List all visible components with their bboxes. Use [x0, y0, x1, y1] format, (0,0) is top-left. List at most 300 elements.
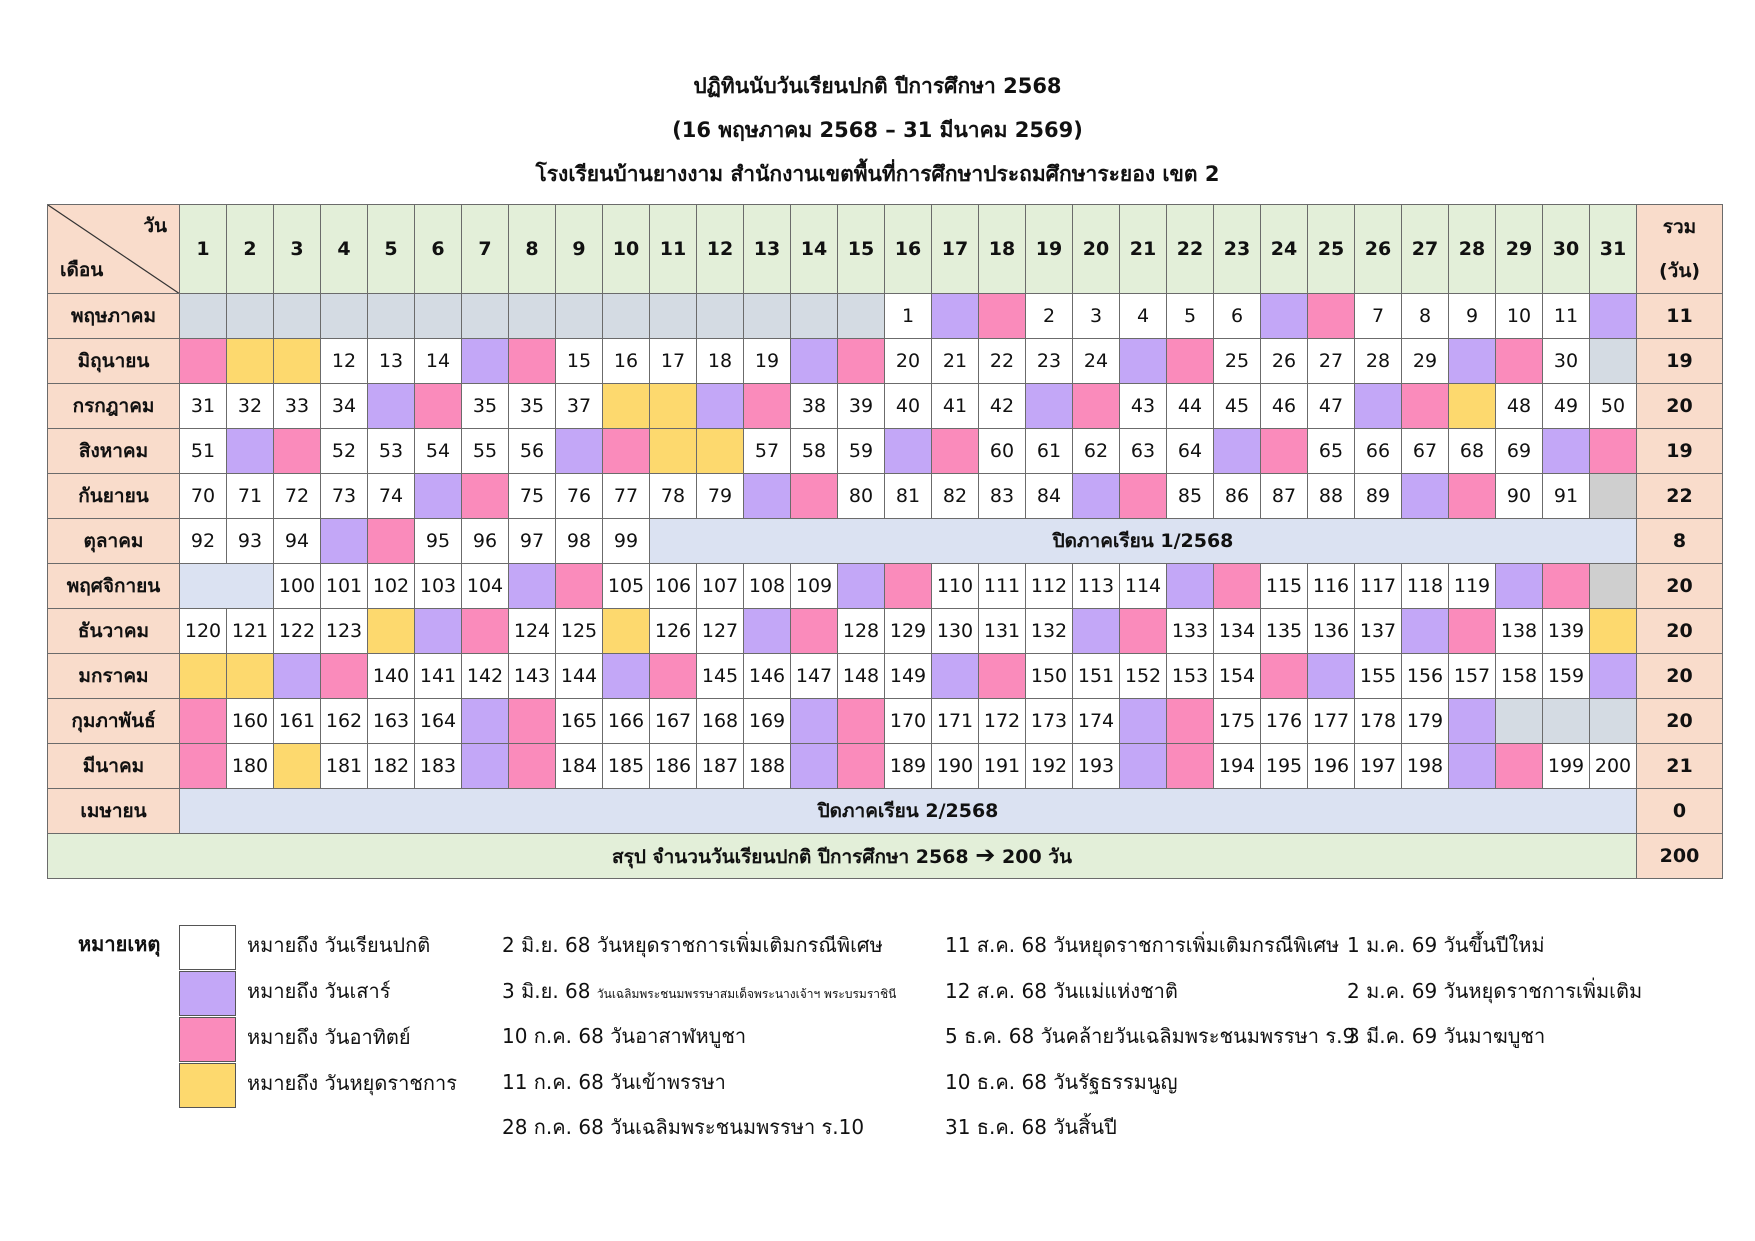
school-day-cell: 183 — [415, 744, 462, 789]
school-day-cell: 10 — [1496, 294, 1543, 339]
school-day-cell: 150 — [1026, 654, 1073, 699]
saturday-cell — [885, 429, 932, 474]
pre-term-cell — [744, 294, 791, 339]
holiday-cell — [368, 609, 415, 654]
school-day-cell: 92 — [180, 519, 227, 564]
school-day-cell: 12 — [321, 339, 368, 384]
school-day-cell: 118 — [1402, 564, 1449, 609]
month-name: สิงหาคม — [48, 429, 180, 474]
day-header-28: 28 — [1449, 205, 1496, 294]
month-total: 19 — [1637, 429, 1723, 474]
school-day-cell: 165 — [556, 699, 603, 744]
school-day-cell: 106 — [650, 564, 697, 609]
holiday-cell — [603, 384, 650, 429]
sunday-cell — [1120, 609, 1167, 654]
day-header-3: 3 — [274, 205, 321, 294]
pre-term-cell — [603, 294, 650, 339]
corner-month-label: เดือน — [60, 259, 104, 281]
holiday-date: 11 ส.ค. 68 — [945, 933, 1047, 957]
school-day-cell: 43 — [1120, 384, 1167, 429]
school-day-cell: 171 — [932, 699, 979, 744]
day-header-25: 25 — [1308, 205, 1355, 294]
month-total: 20 — [1637, 564, 1723, 609]
legend-swatch-school-day — [179, 925, 236, 970]
school-day-cell: 193 — [1073, 744, 1120, 789]
day-header-23: 23 — [1214, 205, 1261, 294]
school-day-cell: 107 — [697, 564, 744, 609]
school-day-cell: 56 — [509, 429, 556, 474]
school-day-cell: 17 — [650, 339, 697, 384]
month-total: 0 — [1637, 789, 1723, 834]
term-break-cell: ปิดภาคเรียน 1/2568 — [650, 519, 1637, 564]
saturday-cell — [321, 519, 368, 564]
school-day-cell: 194 — [1214, 744, 1261, 789]
school-day-cell: 125 — [556, 609, 603, 654]
school-day-cell: 72 — [274, 474, 321, 519]
arrow-icon: ➔ — [975, 840, 996, 869]
sunday-cell — [1590, 429, 1637, 474]
saturday-cell — [791, 744, 838, 789]
holiday-name: วันหยุดราชการเพิ่มเติมกรณีพิเศษ — [1053, 933, 1340, 957]
saturday-cell — [1214, 429, 1261, 474]
saturday-cell — [415, 609, 462, 654]
school-day-cell: 69 — [1496, 429, 1543, 474]
sunday-cell — [979, 294, 1026, 339]
school-day-cell: 34 — [321, 384, 368, 429]
saturday-cell — [744, 609, 791, 654]
day-header-10: 10 — [603, 205, 650, 294]
holiday-name: วันรัฐธรรมนูญ — [1053, 1069, 1178, 1094]
month-row — [48, 339, 1723, 384]
month-row — [48, 294, 1723, 339]
sunday-cell — [1167, 699, 1214, 744]
school-day-cell: 86 — [1214, 474, 1261, 519]
school-day-cell: 126 — [650, 609, 697, 654]
legend-label: หมายถึง วันอาทิตย์ — [247, 1025, 411, 1049]
school-day-cell: 75 — [509, 474, 556, 519]
saturday-cell — [1590, 654, 1637, 699]
sunday-cell — [462, 609, 509, 654]
sunday-cell — [1167, 744, 1214, 789]
holiday-cell — [650, 429, 697, 474]
day-header-15: 15 — [838, 205, 885, 294]
school-day-cell: 112 — [1026, 564, 1073, 609]
school-day-cell: 64 — [1167, 429, 1214, 474]
month-row — [48, 789, 1723, 834]
school-day-cell: 7 — [1355, 294, 1402, 339]
school-day-cell: 20 — [885, 339, 932, 384]
school-day-cell: 52 — [321, 429, 368, 474]
holiday-name: วันสิ้นปี — [1053, 1115, 1117, 1139]
sunday-cell — [1543, 564, 1590, 609]
school-day-cell: 59 — [838, 429, 885, 474]
legend-swatch-sunday — [179, 1017, 236, 1062]
school-day-cell: 163 — [368, 699, 415, 744]
school-day-cell: 77 — [603, 474, 650, 519]
saturday-cell — [791, 339, 838, 384]
school-day-cell: 147 — [791, 654, 838, 699]
saturday-cell — [1120, 699, 1167, 744]
month-row — [48, 654, 1723, 699]
holiday-note — [502, 1018, 746, 1054]
holiday-name: วันแม่แห่งชาติ — [1053, 978, 1178, 1003]
sunday-cell — [556, 564, 603, 609]
sunday-cell — [180, 699, 227, 744]
pre-term-cell — [368, 294, 415, 339]
sunday-cell — [1449, 474, 1496, 519]
school-day-cell: 84 — [1026, 474, 1073, 519]
holiday-name: วันมาฆบูชา — [1443, 1024, 1546, 1048]
school-day-cell: 76 — [556, 474, 603, 519]
corner-header-cell — [48, 205, 180, 294]
saturday-cell — [462, 339, 509, 384]
school-day-cell: 179 — [1402, 699, 1449, 744]
school-day-cell: 30 — [1543, 339, 1590, 384]
month-row — [48, 429, 1723, 474]
school-day-cell: 199 — [1543, 744, 1590, 789]
saturday-cell — [932, 294, 979, 339]
day-header-18: 18 — [979, 205, 1026, 294]
school-day-cell: 96 — [462, 519, 509, 564]
school-day-cell: 2 — [1026, 294, 1073, 339]
school-day-cell: 116 — [1308, 564, 1355, 609]
school-day-cell: 127 — [697, 609, 744, 654]
holiday-name: วันเฉลิมพระชนมพรรษา ร.10 — [610, 1115, 865, 1139]
calendar-body — [48, 294, 1723, 834]
school-day-cell: 9 — [1449, 294, 1496, 339]
month-total: 21 — [1637, 744, 1723, 789]
school-day-cell: 11 — [1543, 294, 1590, 339]
pre-term-cell — [1590, 339, 1637, 384]
sunday-cell — [791, 474, 838, 519]
school-day-cell: 25 — [1214, 339, 1261, 384]
school-day-cell: 139 — [1543, 609, 1590, 654]
legend-title: หมายเหตุ — [78, 932, 161, 956]
saturday-cell — [1120, 339, 1167, 384]
school-day-cell: 44 — [1167, 384, 1214, 429]
school-day-cell: 68 — [1449, 429, 1496, 474]
school-day-cell: 152 — [1120, 654, 1167, 699]
school-day-cell: 105 — [603, 564, 650, 609]
sunday-cell — [1261, 429, 1308, 474]
sunday-cell — [415, 384, 462, 429]
holiday-name: วันหยุดราชการเพิ่มเติม — [1443, 978, 1643, 1003]
school-day-cell: 177 — [1308, 699, 1355, 744]
month-name: พฤศจิกายน — [48, 564, 180, 609]
saturday-cell — [1449, 339, 1496, 384]
school-day-cell: 58 — [791, 429, 838, 474]
school-day-cell: 114 — [1120, 564, 1167, 609]
summary-days: 200 วัน — [1002, 845, 1072, 868]
school-day-cell: 89 — [1355, 474, 1402, 519]
sunday-cell — [744, 384, 791, 429]
pre-term-cell — [415, 294, 462, 339]
saturday-cell — [1590, 294, 1637, 339]
school-day-cell: 78 — [650, 474, 697, 519]
school-day-cell: 173 — [1026, 699, 1073, 744]
school-day-cell: 29 — [1402, 339, 1449, 384]
school-day-cell: 142 — [462, 654, 509, 699]
school-day-cell: 145 — [697, 654, 744, 699]
holiday-date: 28 ก.ค. 68 — [502, 1115, 604, 1139]
saturday-cell — [556, 429, 603, 474]
saturday-cell — [1026, 384, 1073, 429]
page-title: ปฏิทินนับวันเรียนปกติ ปีการศึกษา 2568 — [693, 74, 1062, 98]
school-day-cell: 15 — [556, 339, 603, 384]
legend-label: หมายถึง วันเรียนปกติ — [247, 933, 431, 957]
school-day-cell: 160 — [227, 699, 274, 744]
school-day-cell: 192 — [1026, 744, 1073, 789]
pre-term-cell — [227, 294, 274, 339]
sunday-cell — [791, 609, 838, 654]
school-day-cell: 27 — [1308, 339, 1355, 384]
saturday-cell — [1402, 609, 1449, 654]
school-day-cell: 16 — [603, 339, 650, 384]
school-day-cell: 128 — [838, 609, 885, 654]
holiday-date: 11 ก.ค. 68 — [502, 1069, 604, 1094]
school-day-cell: 80 — [838, 474, 885, 519]
month-name: กุมภาพันธ์ — [48, 699, 180, 744]
school-day-cell: 168 — [697, 699, 744, 744]
school-day-cell: 155 — [1355, 654, 1402, 699]
school-day-cell: 146 — [744, 654, 791, 699]
holiday-cell — [1590, 609, 1637, 654]
saturday-cell — [1167, 564, 1214, 609]
month-row — [48, 609, 1723, 654]
school-day-cell: 196 — [1308, 744, 1355, 789]
school-day-cell: 122 — [274, 609, 321, 654]
school-day-cell: 1 — [885, 294, 932, 339]
holiday-cell — [227, 654, 274, 699]
sunday-cell — [321, 654, 368, 699]
school-day-cell: 153 — [1167, 654, 1214, 699]
total-header-label: รวม — [1662, 216, 1697, 238]
holiday-note — [945, 1064, 1178, 1100]
month-row — [48, 699, 1723, 744]
saturday-cell — [697, 384, 744, 429]
sunday-cell — [932, 429, 979, 474]
school-day-cell: 187 — [697, 744, 744, 789]
saturday-cell — [1496, 564, 1543, 609]
saturday-cell — [1261, 294, 1308, 339]
holiday-date: 5 ธ.ค. 68 — [945, 1024, 1035, 1048]
pre-term-cell — [509, 294, 556, 339]
school-day-cell: 33 — [274, 384, 321, 429]
page-subtitle-school: โรงเรียนบ้านยางงาม สำนักงานเขตพื้นที่การศึกษาประถมศึกษาระยอง เขต 2 — [535, 162, 1220, 186]
school-day-cell: 143 — [509, 654, 556, 699]
school-day-cell: 104 — [462, 564, 509, 609]
school-day-cell: 190 — [932, 744, 979, 789]
day-header-5: 5 — [368, 205, 415, 294]
legend-label: หมายถึง วันเสาร์ — [247, 979, 391, 1003]
month-row — [48, 384, 1723, 429]
school-day-cell: 28 — [1355, 339, 1402, 384]
school-day-cell: 130 — [932, 609, 979, 654]
school-day-cell: 63 — [1120, 429, 1167, 474]
pre-term-cell — [1496, 699, 1543, 744]
sunday-cell — [1214, 564, 1261, 609]
day-header-30: 30 — [1543, 205, 1590, 294]
school-day-cell: 101 — [321, 564, 368, 609]
school-day-cell: 138 — [1496, 609, 1543, 654]
holiday-date: 2 มิ.ย. 68 — [502, 933, 591, 957]
day-header-22: 22 — [1167, 205, 1214, 294]
school-day-cell: 169 — [744, 699, 791, 744]
school-day-cell: 18 — [697, 339, 744, 384]
school-day-cell: 74 — [368, 474, 415, 519]
month-row — [48, 519, 1723, 564]
month-total: 20 — [1637, 609, 1723, 654]
holiday-date: 10 ก.ค. 68 — [502, 1024, 604, 1048]
school-day-cell: 166 — [603, 699, 650, 744]
school-day-cell: 95 — [415, 519, 462, 564]
school-day-cell: 83 — [979, 474, 1026, 519]
school-day-cell: 119 — [1449, 564, 1496, 609]
day-header-14: 14 — [791, 205, 838, 294]
day-header-26: 26 — [1355, 205, 1402, 294]
school-day-cell: 51 — [180, 429, 227, 474]
day-header-16: 16 — [885, 205, 932, 294]
school-day-cell: 5 — [1167, 294, 1214, 339]
month-name: ธันวาคม — [48, 609, 180, 654]
month-total: 20 — [1637, 654, 1723, 699]
total-header-unit: (วัน) — [1658, 260, 1701, 282]
school-day-cell: 87 — [1261, 474, 1308, 519]
school-day-cell: 181 — [321, 744, 368, 789]
school-day-cell: 162 — [321, 699, 368, 744]
pre-term-cell — [321, 294, 368, 339]
sunday-cell — [1120, 474, 1167, 519]
sunday-cell — [1402, 384, 1449, 429]
pre-term-cell — [556, 294, 603, 339]
legend-swatch-saturday — [179, 971, 236, 1016]
school-day-cell: 50 — [1590, 384, 1637, 429]
pre-term-cell — [650, 294, 697, 339]
school-day-cell: 21 — [932, 339, 979, 384]
holiday-name: วันอาสาฬหบูชา — [610, 1024, 747, 1048]
sunday-cell — [885, 564, 932, 609]
day-header-19: 19 — [1026, 205, 1073, 294]
school-day-cell: 62 — [1073, 429, 1120, 474]
sunday-cell — [274, 429, 321, 474]
sunday-cell — [838, 744, 885, 789]
school-day-cell: 26 — [1261, 339, 1308, 384]
sunday-cell — [979, 654, 1026, 699]
holiday-note — [1347, 1018, 1545, 1054]
school-day-cell: 132 — [1026, 609, 1073, 654]
month-name: กันยายน — [48, 474, 180, 519]
school-day-cell: 19 — [744, 339, 791, 384]
school-day-cell: 102 — [368, 564, 415, 609]
school-day-cell: 61 — [1026, 429, 1073, 474]
school-day-cell: 54 — [415, 429, 462, 474]
school-day-cell: 60 — [979, 429, 1026, 474]
school-day-cell: 35 — [462, 384, 509, 429]
school-day-cell: 39 — [838, 384, 885, 429]
day-header-17: 17 — [932, 205, 979, 294]
school-day-cell: 200 — [1590, 744, 1637, 789]
sunday-cell — [838, 339, 885, 384]
school-day-cell: 175 — [1214, 699, 1261, 744]
school-day-cell: 94 — [274, 519, 321, 564]
holiday-cell — [1449, 384, 1496, 429]
school-day-cell: 97 — [509, 519, 556, 564]
school-day-cell: 3 — [1073, 294, 1120, 339]
pre-term-cell — [697, 294, 744, 339]
month-row — [48, 744, 1723, 789]
holiday-date: 2 ม.ค. 69 — [1347, 978, 1438, 1003]
sunday-cell — [368, 519, 415, 564]
school-day-cell: 65 — [1308, 429, 1355, 474]
school-day-cell: 88 — [1308, 474, 1355, 519]
holiday-note — [945, 1018, 1355, 1054]
school-day-cell: 120 — [180, 609, 227, 654]
month-name: พฤษภาคม — [48, 294, 180, 339]
holiday-note — [502, 973, 896, 1012]
sunday-cell — [1167, 339, 1214, 384]
sunday-cell — [509, 699, 556, 744]
no-day-cell — [1590, 564, 1637, 609]
school-day-cell: 129 — [885, 609, 932, 654]
school-day-cell: 151 — [1073, 654, 1120, 699]
sunday-cell — [1496, 339, 1543, 384]
day-header-7: 7 — [462, 205, 509, 294]
school-day-cell: 158 — [1496, 654, 1543, 699]
school-day-cell: 115 — [1261, 564, 1308, 609]
month-name: กรกฎาคม — [48, 384, 180, 429]
calendar-table — [47, 204, 1723, 879]
saturday-cell — [415, 474, 462, 519]
sunday-cell — [838, 699, 885, 744]
day-header-9: 9 — [556, 205, 603, 294]
school-day-cell: 121 — [227, 609, 274, 654]
day-header-21: 21 — [1120, 205, 1167, 294]
school-day-cell: 70 — [180, 474, 227, 519]
summary-total: 200 — [1637, 834, 1723, 879]
holiday-name: วันหยุดราชการเพิ่มเติมกรณีพิเศษ — [596, 933, 883, 957]
school-day-cell: 49 — [1543, 384, 1590, 429]
school-day-cell: 73 — [321, 474, 368, 519]
school-day-cell: 108 — [744, 564, 791, 609]
day-header-20: 20 — [1073, 205, 1120, 294]
school-day-cell: 134 — [1214, 609, 1261, 654]
school-day-cell: 144 — [556, 654, 603, 699]
school-day-cell: 189 — [885, 744, 932, 789]
school-day-cell: 156 — [1402, 654, 1449, 699]
school-day-cell: 172 — [979, 699, 1026, 744]
school-day-cell: 157 — [1449, 654, 1496, 699]
month-name: เมษายน — [48, 789, 180, 834]
month-total: 20 — [1637, 699, 1723, 744]
title-block — [0, 64, 1755, 196]
holiday-cell — [650, 384, 697, 429]
saturday-cell — [1449, 699, 1496, 744]
school-day-cell: 167 — [650, 699, 697, 744]
day-header-31: 31 — [1590, 205, 1637, 294]
school-day-cell: 45 — [1214, 384, 1261, 429]
sunday-cell — [603, 429, 650, 474]
holiday-cell — [274, 744, 321, 789]
holiday-note — [502, 1064, 726, 1100]
pre-term-cell — [274, 294, 321, 339]
school-day-cell: 8 — [1402, 294, 1449, 339]
school-day-cell: 37 — [556, 384, 603, 429]
month-name: มกราคม — [48, 654, 180, 699]
school-day-cell: 53 — [368, 429, 415, 474]
school-day-cell: 71 — [227, 474, 274, 519]
holiday-date: 10 ธ.ค. 68 — [945, 1069, 1047, 1094]
school-day-cell: 133 — [1167, 609, 1214, 654]
